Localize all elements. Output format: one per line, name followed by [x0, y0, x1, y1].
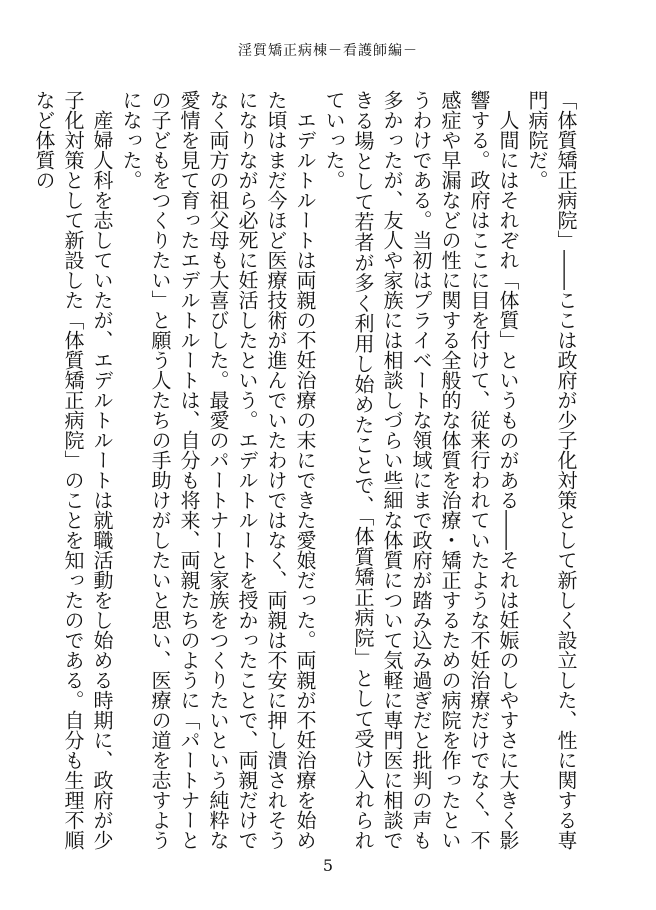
paragraph-edeltrude: エデルトルートは両親の不妊治療の末にできた愛娘だった。両親が不妊治療を始めた頃はまだ今ほど医療技術が進んでいたわけではなく、両親は不安に押し潰されそうになりながら必死に妊活したという。エデルトルートを授かったことで、両親だけでなく両方の祖父母も大喜びした。最愛のパートナーと家族をつくりたいという純粋な愛情を見て育ったエデルトルートは、自分も将来、両親たちのように「パートナーとの子どもをつくりたい」と願う人たちの手助けがしたいと思い、医療の道を志すようになった。: [119, 90, 317, 850]
page-number: 5: [322, 856, 334, 875]
paragraph-intro: 「体質矯正病院」――ここは政府が少子化対策として新しく設立した、性に関する専門病院だ。: [525, 90, 578, 850]
paragraph-constitution: 人間にはそれぞれ「体質」というものがある――それは妊娠のしやすさに大きく影響する。政府はここに目を付けて、従来行われていたような不妊治療だけでなく、不感症や早漏などの性に関する全般的な体質を治療・矯正するための病院を作ったというわけである。当初はプライベートな領域にまで政府が踏み込み過ぎだと批判の声も多かったが、友人や家族には相談しづらい些細な体質について気軽に専門医に相談できる場として若者が多く利用し始めたことで、「体質矯正病院」として受け入れられていった。: [322, 90, 520, 850]
paragraph-career: 産婦人科を志していたが、エデルトルートは就職活動をし始める時期に、政府が少子化対策として新設した「体質矯正病院」のことを知ったのである。自分も生理不順など体質の: [32, 90, 114, 850]
body-text: [29, 90, 580, 850]
running-header: 淫質矯正病棟－看護師編－: [238, 43, 418, 59]
